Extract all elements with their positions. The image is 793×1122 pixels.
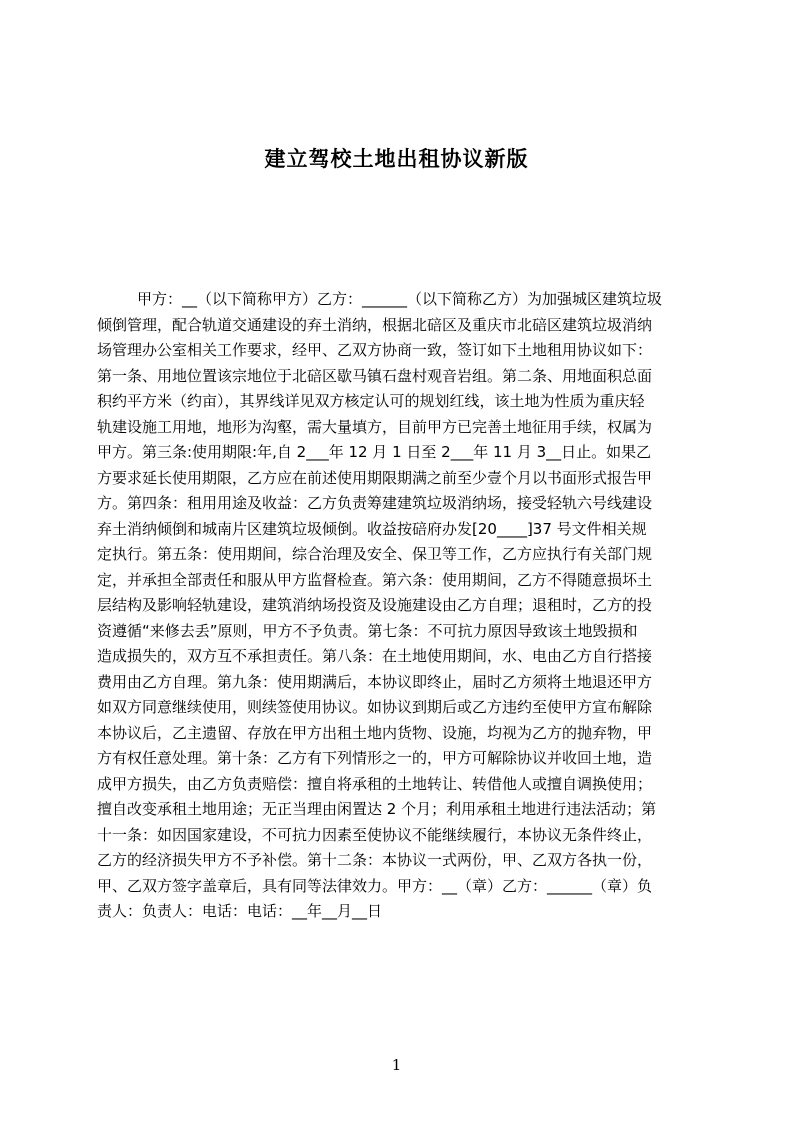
body-line: 十一条：如因国家建设，不可抗力因素至使协议不能继续履行，本协议无条件终止， (97, 825, 653, 844)
body-line: 责人：负责人：电话：电话：__年__月__日 (97, 902, 383, 920)
body-line: 场管理办公室相关工作要求，经甲、乙双方协商一致，签订如下土地租用协议如下： (97, 341, 653, 359)
body-line: 倾倒管理，配合轨道交通建设的弃土消纳，根据北碚区及重庆市北碚区建筑垃圾消纳 (97, 315, 653, 334)
body-line: 第一条、用地位置该宗地位于北碚区歇马镇石盘村观音岩组。第二条、用地面积总面 (97, 366, 653, 385)
body-line: 成甲方损失，由乙方负责赔偿：擅自将承租的土地转让、转借他人或擅自调换使用； (97, 774, 653, 793)
body-line: 费用由乙方自理。第九条：使用期满后，本协议即终止，届时乙方须将土地退还甲方 (97, 672, 653, 691)
body-line: 资遵循“来修去丢”原则，甲方不予负责。第七条：不可抗力原因导致该土地毁损和 (97, 621, 638, 640)
body-line: 方有权任意处理。第十条：乙方有下列情形之一的，甲方可解除协议并收回土地，造 (97, 749, 653, 767)
agreement-body (97, 287, 700, 925)
body-line: 方要求延长使用期限，乙方应在前述使用期限期满之前至少壹个月以书面形式报告甲 (97, 468, 653, 487)
body-line: 甲方：__（以下简称甲方）乙方：______（以下简称乙方）为加强城区建筑垃圾 (137, 290, 663, 308)
body-line: 本协议后，乙主遗留、存放在甲方出租土地内货物、设施，均视为乙方的抛弃物，甲 (97, 723, 653, 742)
body-line: 擅自改变承租土地用途；无正当理由闲置达 2 个月；利用承租土地进行违法活动；第 (97, 800, 657, 818)
body-line: 甲、乙双方签字盖章后，具有同等法律效力。甲方：__（章）乙方：______（章）负 (97, 876, 653, 895)
body-line: 轨建设施工用地，地形为沟壑，需大量填方，目前甲方已完善土地征用手续，权属为 (97, 417, 653, 436)
body-line: 甲方。第三条:使用期限:年,自 2___年 12 月 1 日至 2___年 11 月 3__日止。如果乙 (97, 443, 652, 461)
body-line: 弃土消纳倾倒和城南片区建筑垃圾倾倒。收益按碚府办发[20____]37 号文件相关规 (97, 519, 647, 538)
body-line: 乙方的经济损失甲方不予补偿。第十二条：本协议一式两份，甲、乙双方各执一份， (97, 851, 653, 869)
page-number: 1 (391, 1056, 402, 1074)
body-line: 造成损失的，双方互不承担责任。第八条：在土地使用期间，水、电由乙方自行搭接 (97, 647, 653, 665)
body-line: 定执行。第五条：使用期间，综合治理及安全、保卫等工作，乙方应执行有关部门规 (97, 545, 653, 563)
body-line: 积约平方米（约亩），其界线详见双方核定认可的规划红线，该土地为性质为重庆轻 (97, 392, 645, 410)
body-line: 层结构及影响轻轨建设，建筑消纳场投资及设施建设由乙方自理；退租时，乙方的投 (97, 596, 653, 614)
body-line: 方。第四条：租用用途及收益：乙方负责筹建建筑垃圾消纳场，接受轻轨六号线建设 (97, 494, 653, 512)
document-title: 建立驾校土地出租协议新版 (264, 147, 529, 171)
body-line: 定，并承担全部责任和服从甲方监督检查。第六条：使用期间，乙方不得随意损坏土 (97, 570, 653, 589)
body-line: 如双方同意继续使用，则续签使用协议。如协议到期后或乙方违约至使甲方宣布解除 (97, 698, 653, 716)
